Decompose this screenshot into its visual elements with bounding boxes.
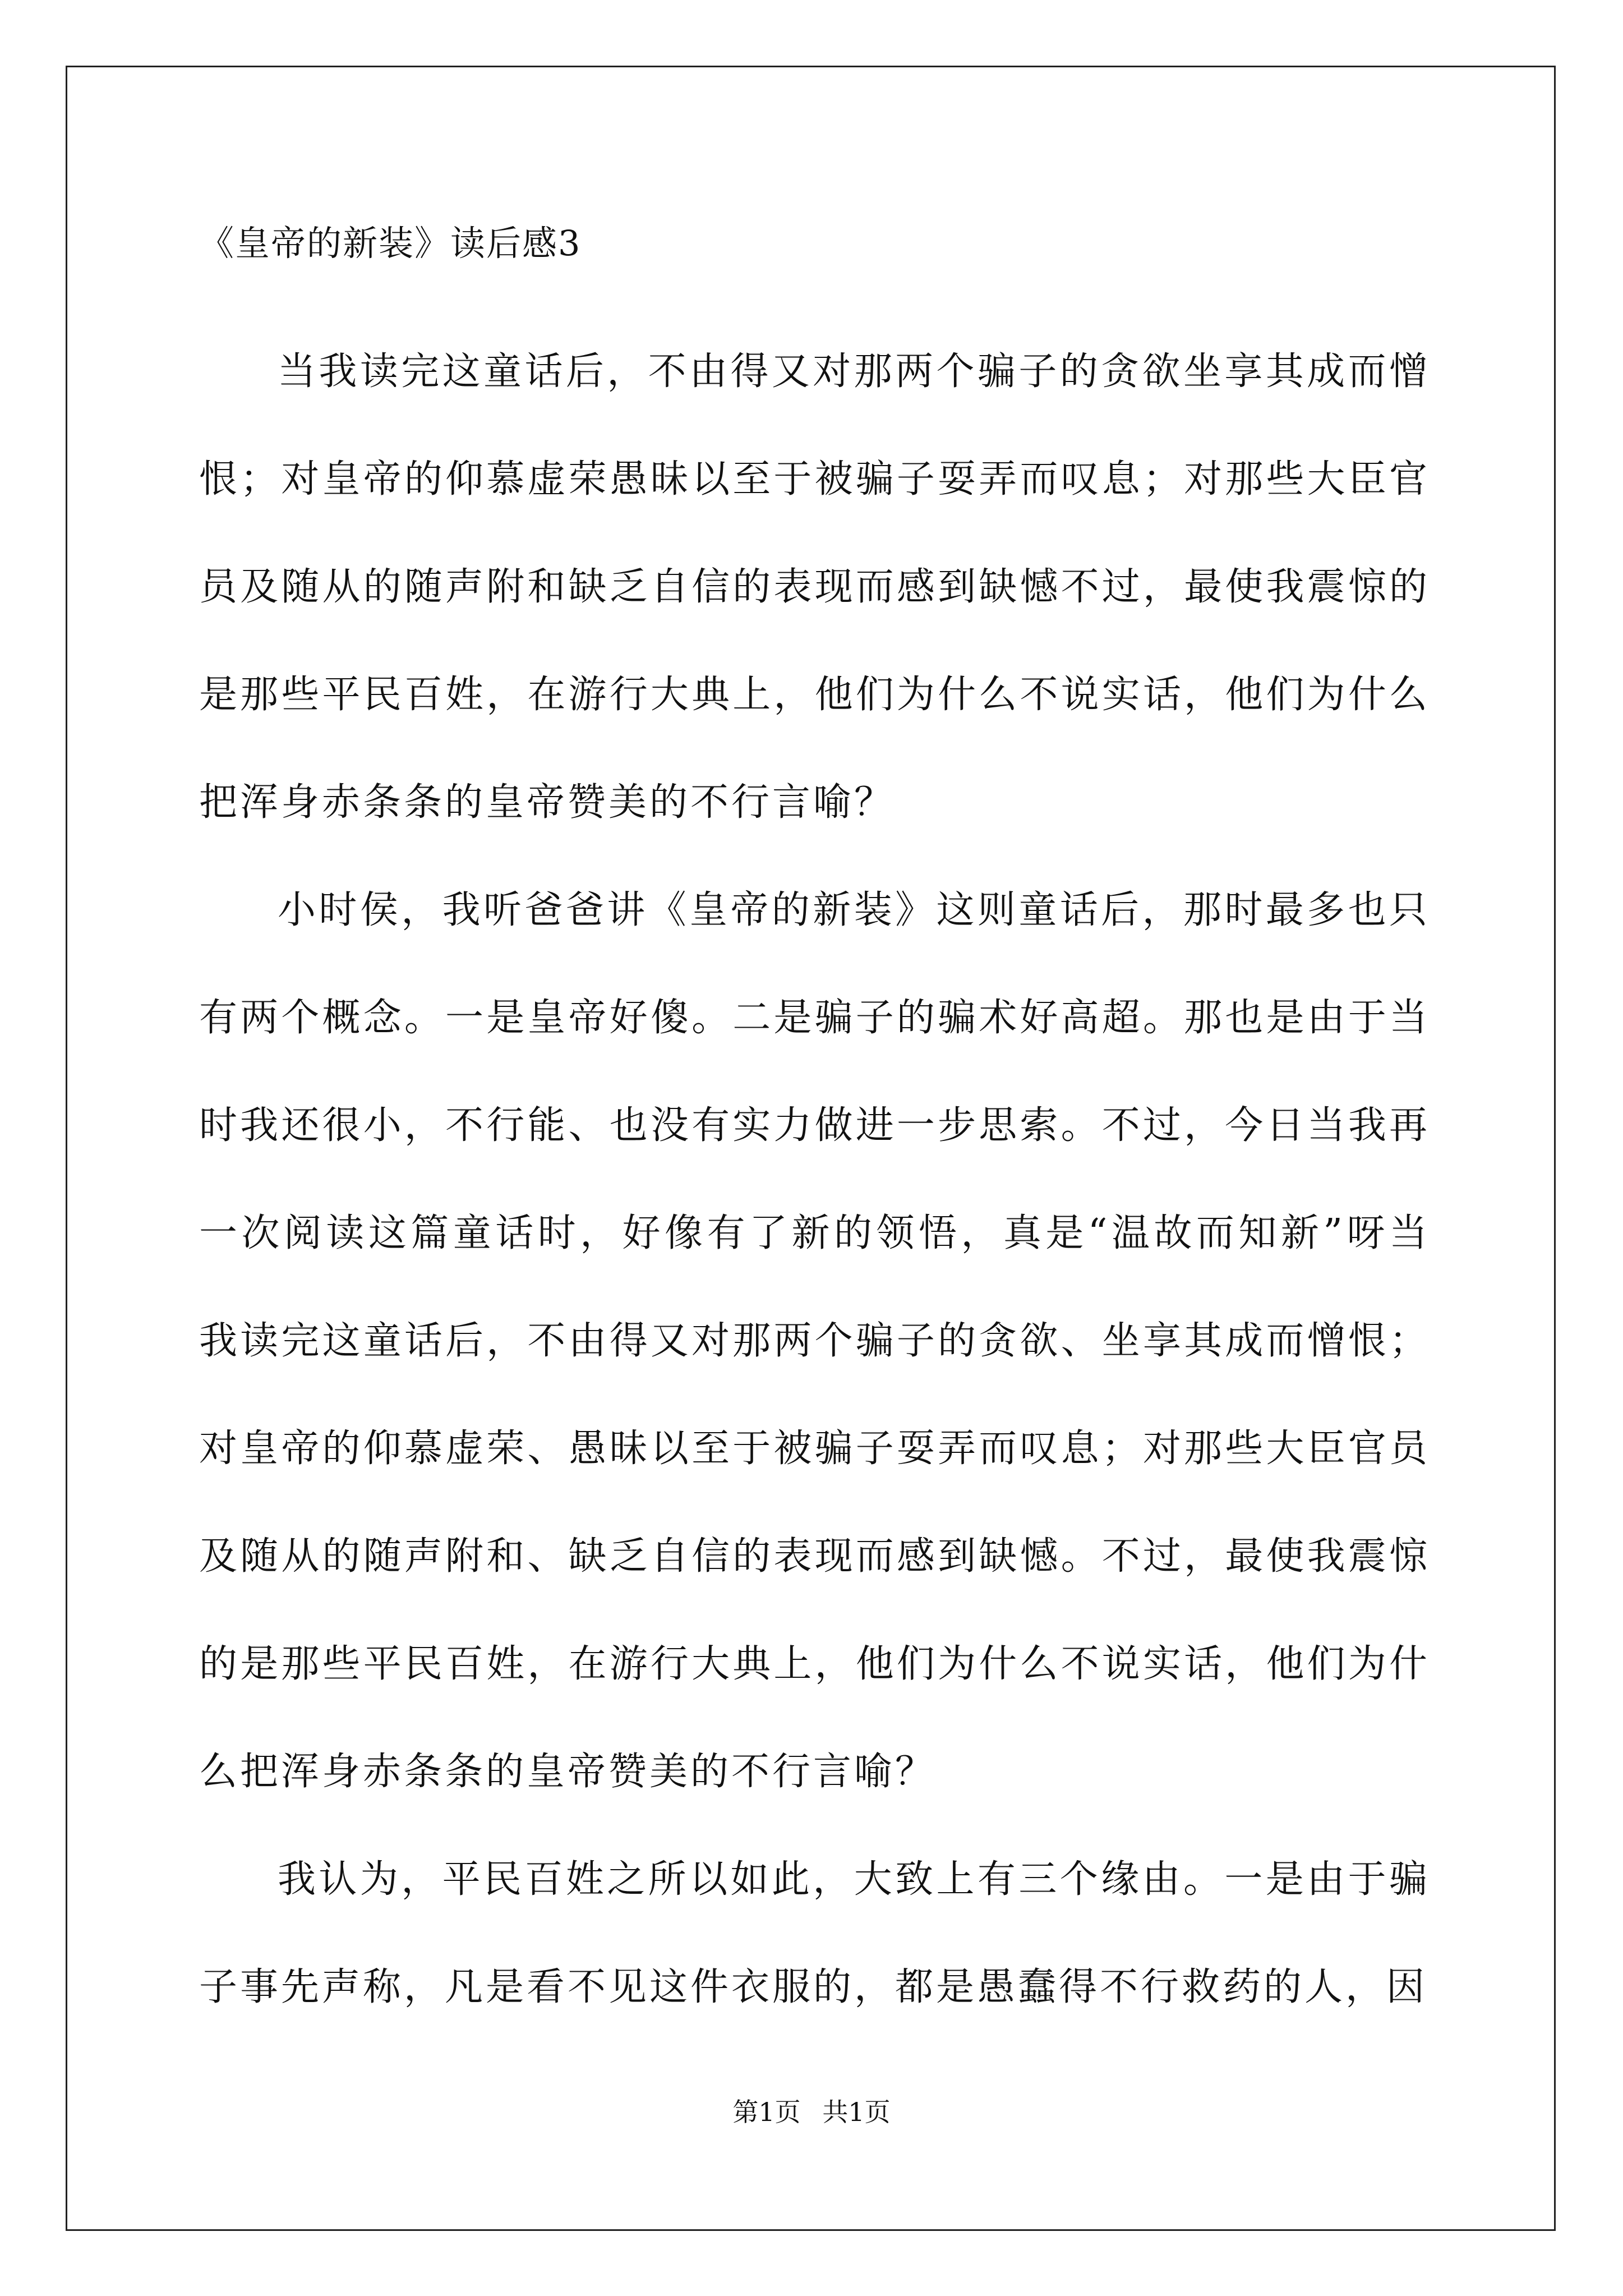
page-footer: [0, 2095, 1623, 2129]
page-total: 共1页: [822, 2097, 891, 2127]
paragraph-1: 当我读完这童话后，不由得又对那两个骗子的贪欲坐享其成而憎恨；对皇帝的仰慕虚荣愚昧以至于被骗子耍弄而叹息；对那些大臣官员及随从的随声附和缺乏自信的表现而感到缺憾不过，最使我震惊的是那些平民百姓，在游行大典上，他们为什么不说实话，他们为什么把浑身赤条条的皇帝赞美的不行言喻？: [199, 349, 1430, 825]
document-body: [199, 216, 1430, 2041]
document-title: 《皇帝的新装》读后感3: [199, 223, 582, 264]
paragraph-2: 小时侯，我听爸爸讲《皇帝的新装》这则童话后，那时最多也只有两个概念。一是皇帝好傻。二是骗子的骗术好高超。那也是由于当时我还很小，不行能、也没有实力做进一步思索。不过，今日当我再一次阅读这篇童话时，好像有了新的领悟，真是“温故而知新”呀当我读完这童话后，不由得又对那两个骗子的贪欲、坐享其成而憎恨；对皇帝的仰慕虚荣、愚昧以至于被骗子耍弄而叹息；对那些大臣官员及随从的随声附和、缺乏自信的表现而感到缺憾。不过，最使我震惊的是那些平民百姓，在游行大典上，他们为什么不说实话，他们为什么把浑身赤条条的皇帝赞美的不行言喻？: [199, 888, 1430, 1794]
paragraph-3: 我认为，平民百姓之所以如此，大致上有三个缘由。一是由于骗子事先声称，凡是看不见这件衣服的，都是愚蠢得不行救药的人，因: [199, 1857, 1430, 2009]
page-number: 第1页: [732, 2097, 801, 2127]
